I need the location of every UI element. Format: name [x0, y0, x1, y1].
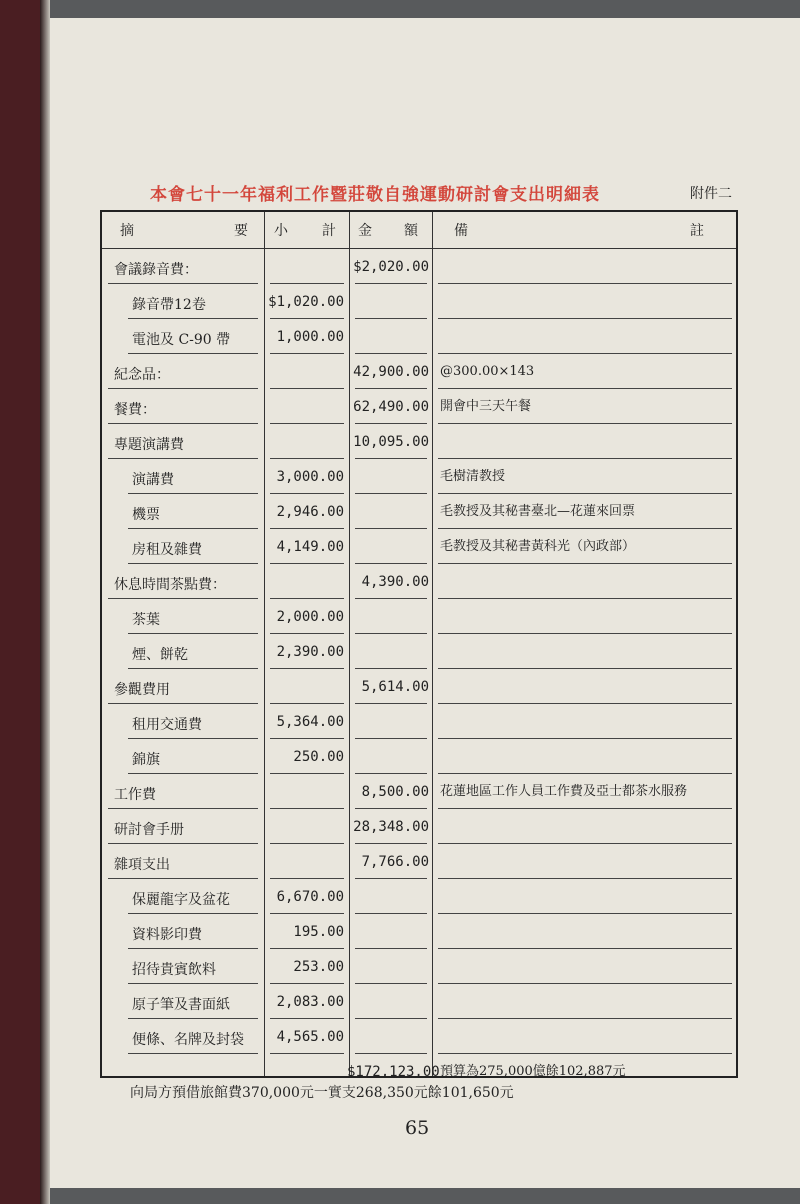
item-cell: 雜項支出	[114, 857, 170, 873]
table-row	[102, 704, 736, 739]
table-row	[102, 354, 736, 389]
amount-cell: 62,490.00	[353, 399, 429, 415]
table-row	[102, 249, 736, 284]
table-row	[102, 739, 736, 774]
amount-cell: 28,348.00	[353, 819, 429, 835]
item-cell: 招待貴賓飲料	[132, 962, 216, 978]
subtotal-cell: 2,390.00	[276, 644, 344, 660]
table-row	[102, 844, 736, 879]
table-row	[102, 599, 736, 634]
item-cell: 原子筆及書面紙	[132, 997, 230, 1013]
subtotal-cell: 4,149.00	[276, 539, 344, 555]
item-cell: 茶葉	[132, 612, 160, 628]
remark-cell: @300.00×143	[440, 364, 535, 379]
footer-note: 向局方預借旅館費370,000元一實支268,350元餘101,650元	[130, 1085, 514, 1101]
item-cell: 餐費：	[114, 402, 156, 418]
document-title: 本會七十一年福利工作暨莊敬自強運動研討會支出明細表	[150, 185, 600, 205]
table-row	[102, 459, 736, 494]
subtotal-cell: 1,000.00	[276, 329, 344, 345]
subtotal-cell: $1,020.00	[268, 294, 344, 310]
item-cell: 演講費	[132, 472, 174, 488]
header-subtotal-a: 小	[274, 223, 288, 239]
subtotal-cell: 195.00	[293, 924, 344, 940]
item-cell: 便條、名牌及封袋	[132, 1032, 244, 1048]
subtotal-cell: 253.00	[293, 959, 344, 975]
table-row	[102, 284, 736, 319]
item-cell: 資料影印費	[132, 927, 202, 943]
item-cell: 房租及雜費	[132, 542, 202, 558]
remark-cell: 毛樹清教授	[440, 469, 506, 484]
table-row	[102, 319, 736, 354]
remark-cell: 花蓮地區工作人員工作費及亞士都茶水服務	[440, 784, 688, 799]
item-cell: 錄音帶12卷	[132, 297, 206, 313]
amount-cell: 5,614.00	[361, 679, 429, 695]
table-row	[102, 879, 736, 914]
remark-cell: 毛教授及其秘書黃科光（內政部）	[440, 539, 636, 554]
item-cell: 休息時間茶點費：	[114, 577, 226, 593]
header-remarks-b: 註	[690, 223, 704, 239]
header-remarks-a: 備	[454, 223, 468, 239]
header-item-b: 要	[234, 223, 248, 239]
table-row	[102, 1019, 736, 1054]
expense-table	[100, 210, 738, 1078]
subtotal-cell: 3,000.00	[276, 469, 344, 485]
amount-cell: 7,766.00	[361, 854, 429, 870]
table-row	[102, 424, 736, 459]
item-cell: 保麗龍字及盆花	[132, 892, 230, 908]
item-cell: 工作費	[114, 787, 156, 803]
table-row	[102, 984, 736, 1019]
table-row	[102, 564, 736, 599]
header-amount-b: 額	[404, 223, 418, 239]
remark-cell: 預算為275,000億餘102,887元	[440, 1064, 626, 1079]
header-amount-a: 金	[358, 223, 372, 239]
remark-cell: 毛教授及其秘書臺北—花蓮來回票	[440, 504, 636, 519]
item-cell: 研討會手册	[114, 822, 184, 838]
header-item-a: 摘	[120, 223, 134, 239]
subtotal-cell: 6,670.00	[276, 889, 344, 905]
header-subtotal-b: 計	[322, 223, 336, 239]
table-header	[102, 212, 736, 249]
book-cover	[0, 0, 40, 1204]
item-cell: 錦旗	[132, 752, 160, 768]
table-row	[102, 809, 736, 844]
table-row	[102, 914, 736, 949]
book-gutter	[40, 0, 50, 1204]
amount-cell: 10,095.00	[353, 434, 429, 450]
amount-cell: $2,020.00	[353, 259, 429, 275]
amount-cell: 42,900.00	[353, 364, 429, 380]
subtotal-cell: 4,565.00	[276, 1029, 344, 1045]
table-row	[102, 949, 736, 984]
page-number: 65	[405, 1117, 430, 1139]
table-row	[102, 494, 736, 529]
table-row	[102, 634, 736, 669]
item-cell: 煙、餅乾	[132, 647, 188, 663]
item-cell: 會議錄音費：	[114, 262, 198, 278]
table-row	[102, 774, 736, 809]
subtotal-cell: 250.00	[293, 749, 344, 765]
item-cell: 紀念品：	[114, 367, 170, 383]
item-cell: 專題演講費	[114, 437, 184, 453]
subtotal-cell: 2,000.00	[276, 609, 344, 625]
item-cell: 租用交通費	[132, 717, 202, 733]
item-cell: 參觀費用	[114, 682, 170, 698]
attachment-label: 附件二	[690, 186, 732, 202]
remark-cell: 開會中三天午餐	[440, 399, 532, 414]
subtotal-cell: 5,364.00	[276, 714, 344, 730]
item-cell: 機票	[132, 507, 160, 523]
table-row	[102, 669, 736, 704]
amount-cell: 8,500.00	[361, 784, 429, 800]
subtotal-cell: 2,946.00	[276, 504, 344, 520]
subtotal-cell: 2,083.00	[276, 994, 344, 1010]
item-cell: 電池及 C-90 帶	[132, 332, 231, 348]
amount-cell: $172,123.00	[347, 1064, 440, 1080]
amount-cell: 4,390.00	[361, 574, 429, 590]
table-row	[102, 529, 736, 564]
table-row	[102, 389, 736, 424]
